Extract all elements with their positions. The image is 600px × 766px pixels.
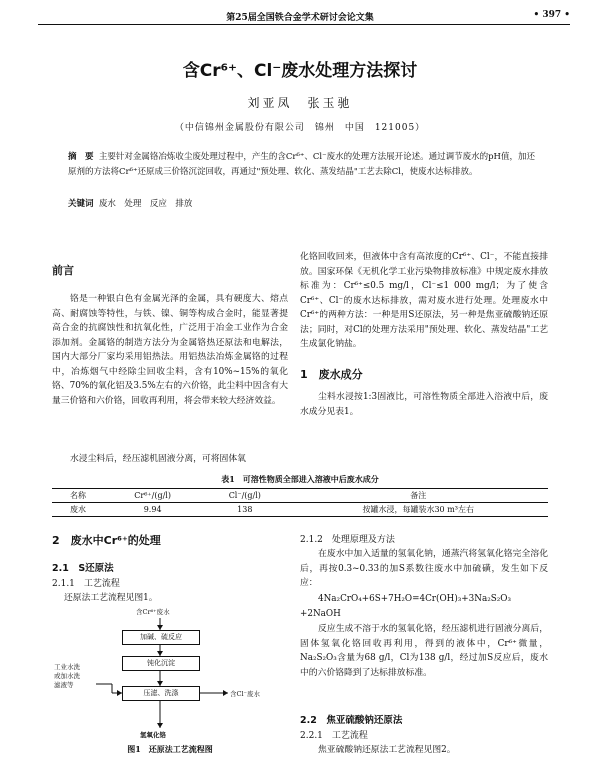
figure-side-label-3: 滤液等 xyxy=(54,681,74,689)
section-2-2-1-text: 焦亚硫酸钠还原法工艺流程见图2。 xyxy=(318,745,456,755)
table-cell: 138 xyxy=(237,505,253,514)
section-2-1-2-paragraph-1: 在废水中加入适量的氢氧化钠，通蒸汽将氢氧化铬完全溶化后，再按0.3~0.33的加S系数往废水中加硫磺，发生如下反应： xyxy=(300,549,548,588)
figure-product-label: 氢氧化铬 xyxy=(140,731,166,739)
abstract-label: 摘 要 xyxy=(68,152,94,162)
table-header-cell: 名称 xyxy=(70,491,87,500)
table-header-cell: 备注 xyxy=(410,491,427,500)
figure-side-label-2: 或加水洗 xyxy=(54,672,80,680)
table-header-row xyxy=(52,489,548,503)
preface-paragraph-1: 铬是一种银白色有金属光泽的金属，具有硬度大、熔点高、耐腐蚀等特性，与铁、镍、铜等构成合金时，能显著提高合金的抗腐蚀性和抗氧化性，广泛用于冶金工业作为合金添加剂。金属铬的制造方法分为金属铬热还原法和电解法，国内大部分厂家均采用铝热法。用铝热法冶炼金属铬的过程中，冶炼烟气中经除尘回收尘料，含有10%~15%的氧化铬、70%的氧化铝及3.5%左右的六价铬，此尘料中因含有大量三价铬和六价铬，回收再利用，将会带来较大经济效益。 xyxy=(52,294,288,406)
table-1-caption: 表1 可溶性物质全部进入溶液中后废水成分 xyxy=(221,474,379,484)
flow-box-filter-wash: 压滤、洗涤 xyxy=(122,686,200,701)
abstract-text: 主要针对金属铬冶炼收尘废处理过程中，产生的含Cr⁶⁺、Cl⁻废水的处理方法展开论述。通过调节废水的pH值，加还原剂的方法将Cr⁶⁺还原成三价铬沉淀回收，再通过"预处理、软化、蒸发结晶"工艺去除Cl，使废水达标排放。 xyxy=(68,152,535,177)
table-1 xyxy=(52,488,548,517)
section-2-2-heading: 2.2 焦亚硫酸钠还原法 xyxy=(300,715,403,726)
page-number: • 397 • xyxy=(533,10,570,20)
figure-1-caption: 图1 还原法工艺流程图 xyxy=(127,744,213,754)
table-cell: 废水 xyxy=(70,505,87,514)
section-2-heading: 2 废水中Cr⁶⁺的处理 xyxy=(52,534,161,547)
figure-output-label: 含Cl⁻废水 xyxy=(230,690,260,698)
flow-box-alkali-sulfur: 加碱、硫反应 xyxy=(122,630,200,645)
paper-title: 含Cr⁶⁺、Cl⁻废水处理方法探讨 xyxy=(182,61,418,81)
paper-affiliation: （中信锦州金属股份有限公司 锦州 中国 121005） xyxy=(174,123,426,133)
header-rule xyxy=(38,24,570,25)
flow-box-precipitation: 钝化沉淀 xyxy=(122,656,200,671)
section-2-2-1-heading: 2.2.1 工艺流程 xyxy=(300,731,368,741)
keywords xyxy=(68,197,540,209)
table-header-cell: Cr⁶⁺/(g/l) xyxy=(134,491,171,500)
equation-line-2: +2NaOH xyxy=(300,609,341,619)
keywords-label: 关键词 xyxy=(68,199,94,209)
equation-line-1: 4Na₂CrO₄+6S+7H₂O=4Cr(OH)₃+3Na₂S₂O₃ xyxy=(318,594,512,604)
table-cell: 按罐水浸，每罐装水30 m³左右 xyxy=(362,505,474,514)
right-paragraph-1: 化铬回收回来，但液体中含有高浓度的Cr⁶⁺、Cl⁻，不能直接排放。国家环保《无机化学工业污染物排放标准》中规定废水排放标准为：Cr⁶⁺≤0.5 mg/l，Cl⁻≤1 000 mg/l；为了使含Cr⁶⁺、Cl⁻的废水达标排放，需对废水进行处理。处理废水中Cr⁶⁺的两种方法：一种是用S还原法，另一种是焦亚硫酸钠还原法；同时，对Cl的处理方法采用"预处理、软化、蒸发结晶"工艺生成氯化钠盐。 xyxy=(300,252,548,349)
figure-input-label: 含Cr⁶⁺废水 xyxy=(136,608,170,616)
paper-authors: 刘亚凤 张玉驰 xyxy=(247,96,353,110)
section-1-text: 尘料水浸按1:3固液比，可溶性物质全部进入浴液中后，废水成分见表1。 xyxy=(300,392,548,417)
section-1-heading: 1 废水成分 xyxy=(300,368,363,381)
figure-1 xyxy=(52,606,288,764)
section-2-1-1-text: 还原法工艺流程见图1。 xyxy=(64,593,158,603)
preface-heading: 前言 xyxy=(52,264,74,277)
section-2-1-2-heading: 2.1.2 处理原理及方法 xyxy=(300,535,395,545)
preface-paragraph-2: 水浸尘料后，经压滤机固液分离，可将固体氧 xyxy=(70,454,246,464)
table-header-cell: Cl⁻/(g/l) xyxy=(228,491,261,500)
section-2-1-2-paragraph-2: 反应生成不溶于水的氢氧化铬，经压滤机进行固液分离后，固体氢氧化铬回收再利用，得到的液体中，Cr⁶⁺微量，Na₂S₂O₃含量为68 g/l，Cl为138 g/l，经过加S反应后，废水中的六价铬降到了达标排放标准。 xyxy=(300,624,548,678)
running-header-title: 第25届全国铁合金学术研讨会论文集 xyxy=(226,13,374,23)
section-2-1-1-heading: 2.1.1 工艺流程 xyxy=(52,579,120,589)
section-2-1-heading: 2.1 S还原法 xyxy=(52,563,114,574)
table-row xyxy=(52,503,548,517)
abstract xyxy=(68,150,540,180)
keywords-text: 废水 处理 反应 排放 xyxy=(98,199,193,209)
table-cell: 9.94 xyxy=(143,505,162,514)
figure-side-label-1: 工业水洗 xyxy=(54,663,80,671)
